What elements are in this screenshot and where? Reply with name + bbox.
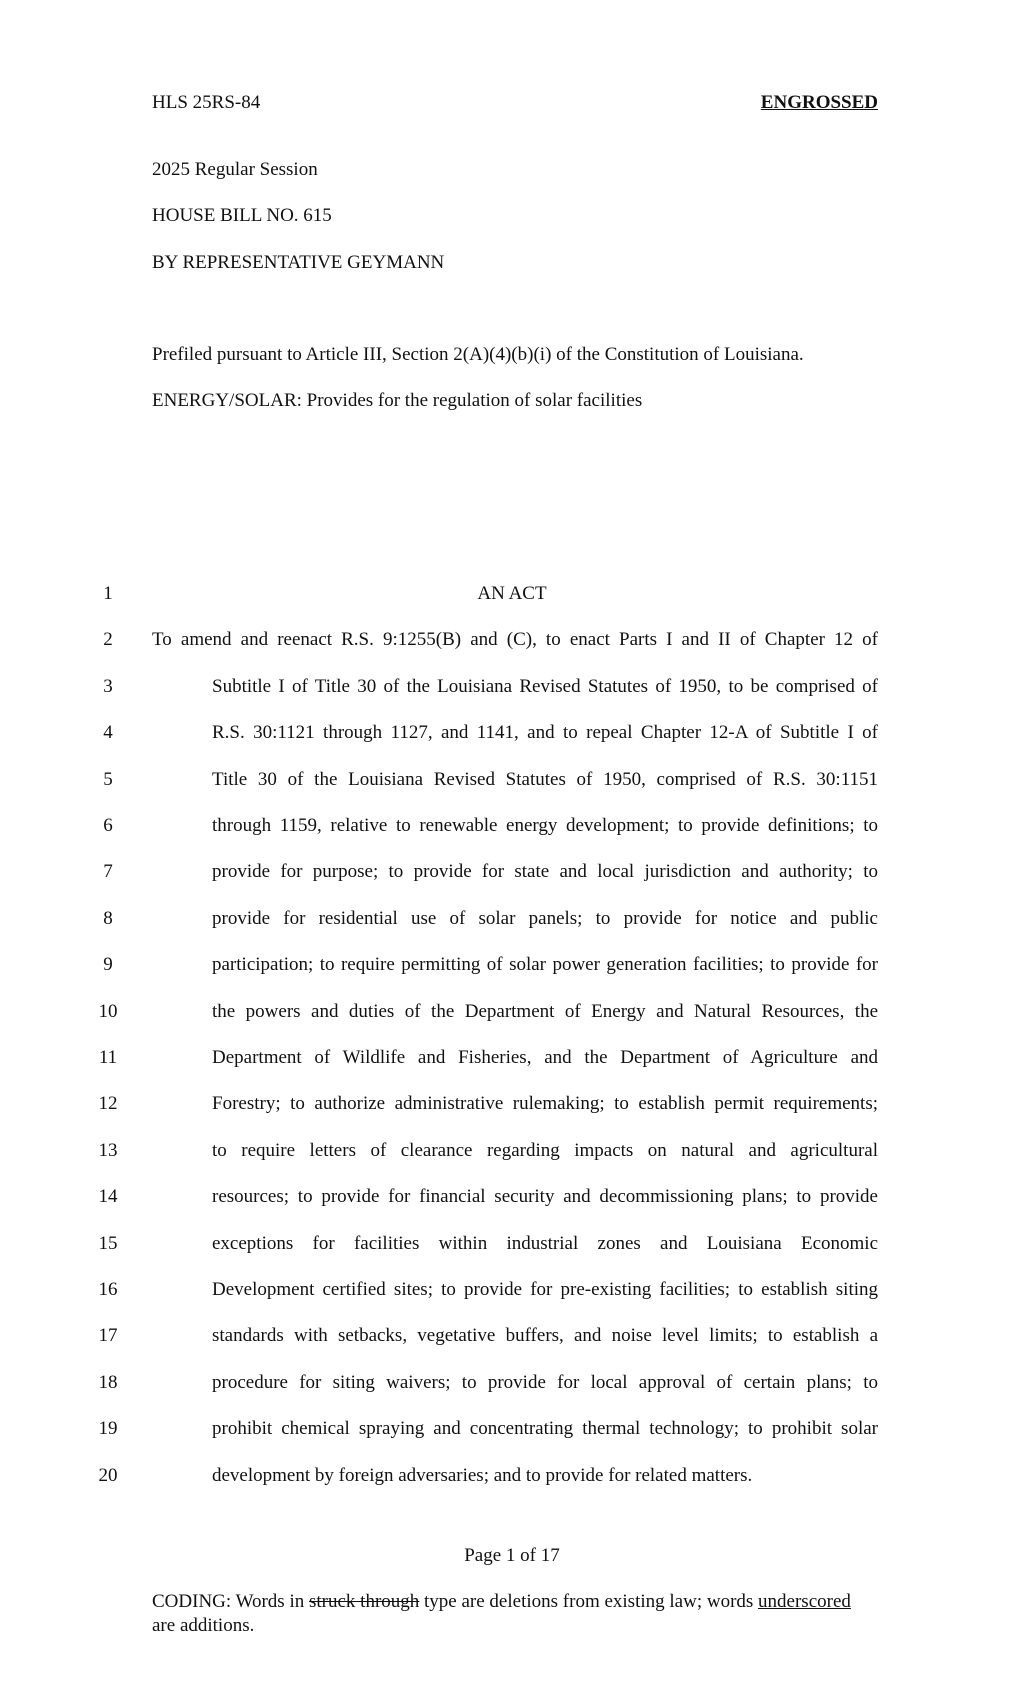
act-line: R.S. 30:1121 through 1127, and 1141, and to repeal Chapter 12-A of Subtitle I of [212,722,878,743]
line-number: 7 [103,861,113,882]
bill-number: HOUSE BILL NO. 615 [152,205,332,226]
act-line: Department of Wildlife and Fisheries, and the Department of Agriculture and [212,1047,878,1068]
line-number: 10 [98,1001,118,1022]
line-number: 18 [98,1372,118,1393]
act-line: the powers and duties of the Department of Energy and Natural Resources, the [212,1001,878,1022]
page-number: Page 1 of 17 [464,1545,560,1566]
line-number: 15 [98,1233,118,1254]
line-number: 13 [98,1140,118,1161]
line-number: 12 [98,1093,118,1114]
act-line: standards with setbacks, vegetative buffers, and noise level limits; to establish a [212,1325,878,1346]
document-id: HLS 25RS-84 [152,92,261,113]
prefiled-note: Prefiled pursuant to Article III, Section 2(A)(4)(b)(i) of the Constitution of Louisiana. [152,344,804,365]
line-number: 17 [98,1325,118,1346]
line-number: 1 [103,583,113,604]
line-number: 11 [98,1047,118,1068]
coding-legend [152,1590,878,1638]
line-number: 3 [103,676,113,697]
act-line: Development certified sites; to provide for pre-existing facilities; to establish siting [212,1279,878,1300]
line-number: 19 [98,1418,118,1439]
session-label: 2025 Regular Session [152,159,318,180]
act-line: prohibit chemical spraying and concentrating thermal technology; to prohibit solar [212,1418,878,1439]
line-number: 5 [103,769,113,790]
act-line: provide for residential use of solar panels; to provide for notice and public [212,908,878,929]
coding-middle: type are deletions from existing law; words [419,1591,759,1612]
line-number: 16 [98,1279,118,1300]
act-line: exceptions for facilities within industrial zones and Louisiana Economic [212,1233,878,1254]
coding-struck-example: struck through [308,1591,420,1612]
act-line: To amend and reenact R.S. 9:1255(B) and (C), to enact Parts I and II of Chapter 12 of [152,629,878,650]
bill-digest: ENERGY/SOLAR: Provides for the regulation of solar facilities [152,390,643,411]
act-line: through 1159, relative to renewable energy development; to provide definitions; to [212,815,878,836]
line-number: 6 [103,815,113,836]
act-line: procedure for siting waivers; to provide for local approval of certain plans; to [212,1372,878,1393]
act-line: Title 30 of the Louisiana Revised Statutes of 1950, comprised of R.S. 30:1151 [212,769,878,790]
act-line: provide for purpose; to provide for state and local jurisdiction and authority; to [212,861,878,882]
coding-suffix: are additions. [152,1615,255,1636]
act-line: development by foreign adversaries; and to provide for related matters. [212,1465,753,1486]
line-number: 9 [103,954,113,975]
engrossed-status: ENGROSSED [760,92,878,113]
coding-prefix: CODING: Words in [152,1591,309,1612]
coding-underscored-example: underscored [758,1591,851,1612]
bill-author: BY REPRESENTATIVE GEYMANN [152,252,445,273]
line-number: 14 [98,1186,118,1207]
line-number: 8 [103,908,113,929]
line-number: 2 [103,629,113,650]
line-number: 20 [98,1465,118,1486]
act-line: participation; to require permitting of solar power generation facilities; to provide for [212,954,878,975]
act-line: to require letters of clearance regarding impacts on natural and agricultural [212,1140,878,1161]
act-line: resources; to provide for financial security and decommissioning plans; to provide [212,1186,878,1207]
act-title: AN ACT [477,583,547,604]
act-line: Subtitle I of Title 30 of the Louisiana Revised Statutes of 1950, to be comprised of [212,676,878,697]
line-number: 4 [103,722,113,743]
act-line: Forestry; to authorize administrative rulemaking; to establish permit requirements; [212,1093,878,1114]
